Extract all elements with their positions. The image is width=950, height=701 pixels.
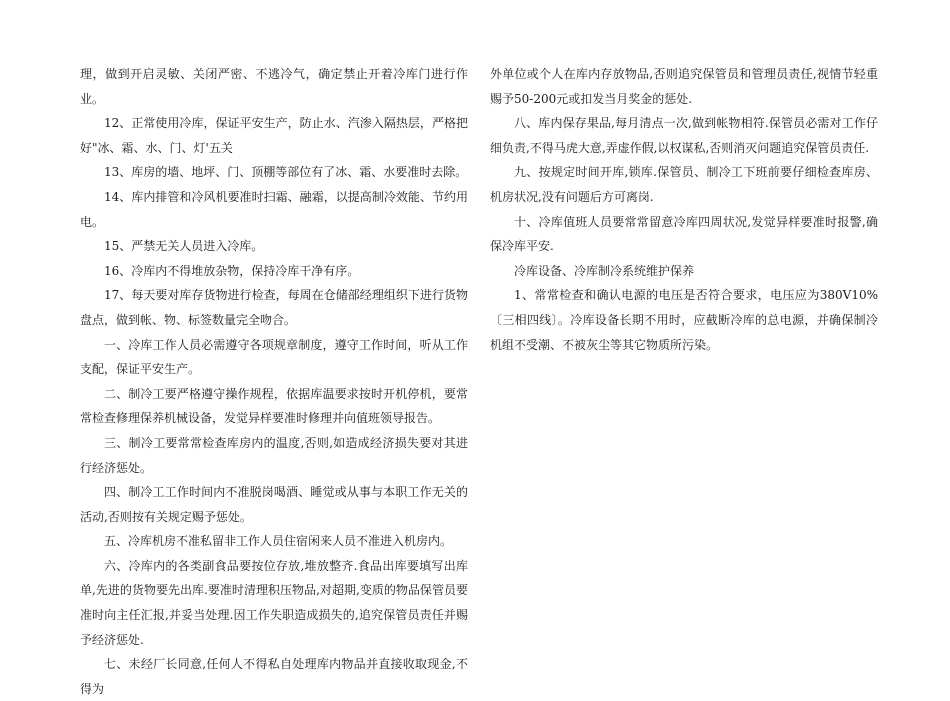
paragraph: 七、未经厂长同意,任何人不得私自处理库内物品并直接收取现金,不得为 [80,657,468,696]
right-column [490,62,878,357]
paragraph: 13、库房的墙、地坪、门、顶棚等部位有了冰、霜、水要准时去除。 [104,165,468,180]
paragraph: 15、严禁无关人员进入冷库。 [104,239,264,254]
left-column [80,62,468,701]
paragraph: 16、冷库内不得堆放杂物，保持冷库干净有序。 [104,263,360,278]
paragraph: 十、冷库值班人员要常常留意冷库四周状况,发觉异样要准时报警,确保冷库平安. [490,214,878,254]
paragraph: 五、冷库机房不准私留非工作人员住宿闲来人员不准进入机房内。 [104,534,453,549]
paragraph: 四、制冷工工作时间内不准脱岗喝酒、睡觉或从事与本职工作无关的活动,否则按有关规定赐予惩处。 [80,485,468,524]
paragraph: 1、常常检查和确认电源的电压是否符合要求，电压应为380V10%〔三相四线〕。冷库设备长期不用时，应截断冷库的总电源，并确保制冷机组不受潮、不被灰尘等其它物质所污染。 [490,288,878,352]
paragraph: 理，做到开启灵敏、关闭严密、不逃冷气，确定禁止开着冷库门进行作业。 [80,67,468,106]
paragraph: 九、按规定时间开库,锁库.保管员、制冷工下班前要仔细检查库房、机房状况,没有问题后方可离岗. [490,165,878,204]
paragraph: 一、冷库工作人员必需遵守各项规章制度，遵守工作时间，听从工作支配，保证平安生产。 [80,337,468,377]
paragraph: 二、制冷工要严格遵守操作规程，依据库温要求按时开机停机，要常常检查修理保养机械设备，发觉异样要准时修理并向值班领导报告。 [80,386,468,426]
paragraph: 17、每天要对库存货物进行检查，每周在仓储部经理组织下进行货物盘点，做到帐、物、标签数量完全吻合。 [80,288,468,327]
paragraph: 六、冷库内的各类副食品要按位存放,堆放整齐.食品出库要填写出库单,先进的货物要先出库.要准时清理积压物品,对超期,变质的物品保管员要准时向主任汇报,并妥当处理.因工作失职造成损失的,追究保管员责任并赐予经济惩处. [80,558,468,647]
paragraph: 三、制冷工要常常检查库房内的温度,否则,如造成经济损失要对其进行经济惩处。 [80,435,468,475]
paragraph: 冷库设备、冷库制冷系统维护保养 [514,263,695,278]
paragraph: 外单位或个人在库内存放物品,否则追究保管员和管理员责任,视情节轻重赐予50-200元或扣发当月奖金的惩处. [490,67,878,106]
paragraph: 12、正常使用冷库，保证平安生产，防止水、汽渗入隔热层，严格把好"冰、霜、水、门、灯'五关 [80,116,468,155]
paragraph: 八、库内保存果品,每月清点一次,做到帐物相符.保管员必需对工作仔细负责,不得马虎大意,弄虚作假,以权谋私,否则消灭问题追究保管员责任. [490,116,878,155]
paragraph: 14、库内排管和冷风机要准时扫霜、融霜，以提高制冷效能、节约用电。 [80,189,468,229]
